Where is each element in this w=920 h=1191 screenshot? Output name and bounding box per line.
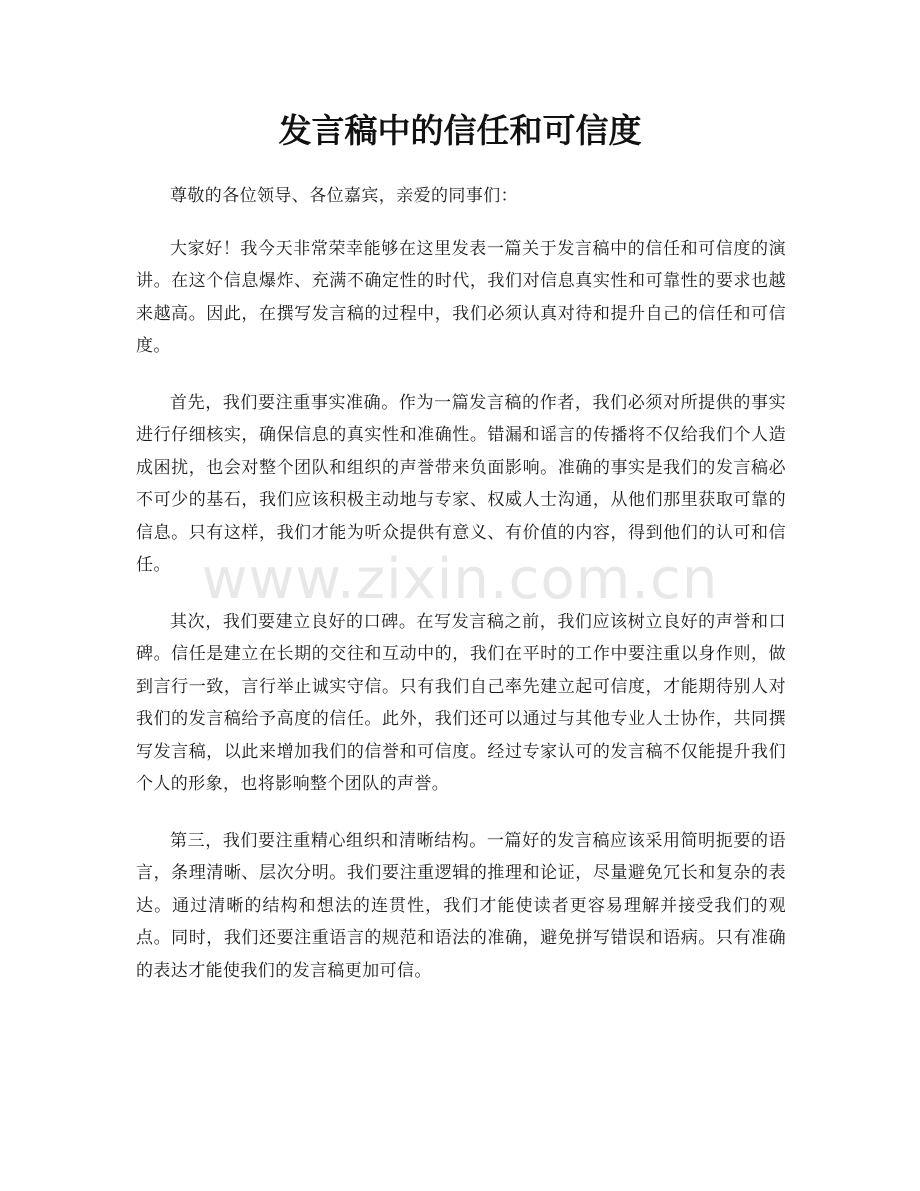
- paragraph-4: 第三，我们要注重精心组织和清晰结构。一篇好的发言稿应该采用简明扼要的语言，条理清晰、层次分明。我们要注重逻辑的推理和论证，尽量避免冗长和复杂的表达。通过清晰的结构和想法的连贯性，我们才能使读者更容易理解并接受我们的观点。同时，我们还要注重语言的规范和语法的准确，避免拼写错误和语病。只有准确的表达才能使我们的发言稿更加可信。: [136, 830, 786, 981]
- document-body: [136, 180, 786, 1011]
- watermark: www.zixin.com.cn: [201, 547, 719, 612]
- paragraph-1: 大家好！我今天非常荣幸能够在这里发表一篇关于发言稿中的信任和可信度的演讲。在这个信息爆炸、充满不确定性的时代，我们对信息真实性和可靠性的要求也越来越高。因此，在撰写发言稿的过程中，我们必须认真对待和提升自己的信任和可信度。: [136, 238, 786, 356]
- document-title: 发言稿中的信任和可信度: [278, 111, 642, 150]
- salutation: 尊敬的各位领导、各位嘉宾，亲爱的同事们：: [170, 186, 518, 206]
- paragraph-3: 其次，我们要建立良好的口碑。在写发言稿之前，我们应该树立良好的声誉和口碑。信任是建立在长期的交往和互动中的，我们在平时的工作中要注重以身作则，做到言行一致，言行举止诚实守信。只有我们自己率先建立起可信度，才能期待别人对我们的发言稿给予高度的信任。此外，我们还可以通过与其他专业人士协作，共同撰写发言稿，以此来增加我们的信誉和可信度。经过专家认可的发言稿不仅能提升我们个人的形象，也将影响整个团队的声誉。: [136, 611, 786, 794]
- paragraph-2: 首先，我们要注重事实准确。作为一篇发言稿的作者，我们必须对所提供的事实进行仔细核实，确保信息的真实性和准确性。错漏和谣言的传播将不仅给我们个人造成困扰，也会对整个团队和组织的声誉带来负面影响。准确的事实是我们的发言稿必不可少的基石，我们应该积极主动地与专家、权威人士沟通，从他们那里获取可靠的信息。只有这样，我们才能为听众提供有意义、有价值的内容，得到他们的认可和信任。: [136, 392, 786, 575]
